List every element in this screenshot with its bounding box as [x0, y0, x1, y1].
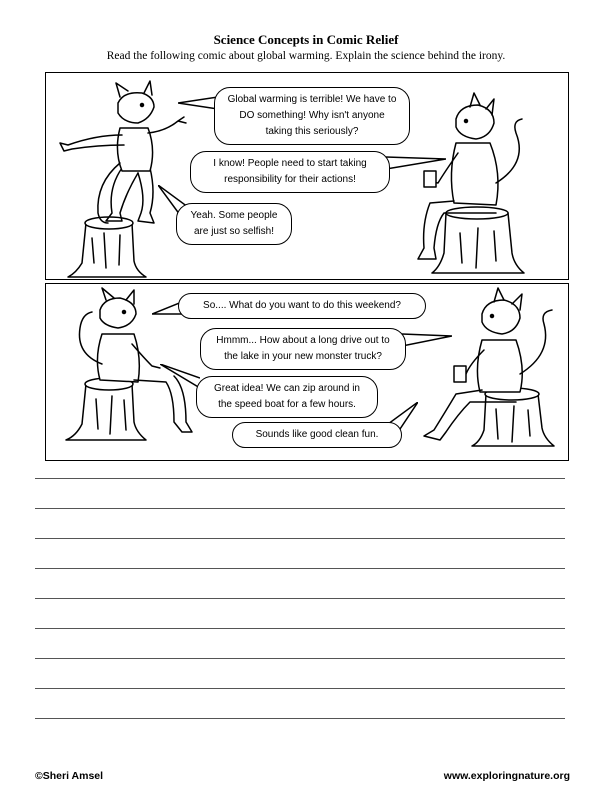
- writing-line[interactable]: [35, 658, 565, 659]
- copyright-text: ©Sheri Amsel: [35, 770, 104, 782]
- writing-line[interactable]: [35, 538, 565, 539]
- panel2-bubble-3: Great idea! We can zip around in the speed boat for a few hours.: [196, 376, 378, 418]
- comic-panel-1: [45, 72, 569, 280]
- writing-line[interactable]: [35, 628, 565, 629]
- bubble-tail: [386, 153, 446, 173]
- comic-panel-2: [45, 283, 569, 461]
- worksheet-title: Science Concepts in Comic Relief: [213, 32, 399, 47]
- bubble-tail: [160, 364, 200, 388]
- bubble-tail: [178, 93, 218, 113]
- worksheet-instructions: Read the following comic about global warming. Explain the science behind the irony.: [106, 50, 506, 62]
- writing-line[interactable]: [35, 568, 565, 569]
- website-link[interactable]: www.exploringnature.org: [443, 770, 570, 782]
- writing-line[interactable]: [35, 598, 565, 599]
- panel2-bubble-4: Sounds like good clean fun.: [232, 422, 402, 448]
- writing-line[interactable]: [35, 688, 565, 689]
- panel1-bubble-3: Yeah. Some people are just so selfish!: [176, 203, 292, 245]
- panel1-bubble-2: I know! People need to start taking responsibility for their actions!: [190, 151, 390, 193]
- writing-line[interactable]: [35, 478, 565, 479]
- writing-line[interactable]: [35, 508, 565, 509]
- panel1-bubble-1: Global warming is terrible! We have to DO something! Why isn't anyone taking this seriously?: [214, 87, 410, 145]
- panel2-bubble-2: Hmmm... How about a long drive out to the lake in your new monster truck?: [200, 328, 406, 370]
- panel2-bubble-1: So.... What do you want to do this weekend?: [178, 293, 426, 319]
- bubble-tail: [402, 330, 452, 350]
- writing-line[interactable]: [35, 718, 565, 719]
- writing-lines[interactable]: [35, 478, 565, 748]
